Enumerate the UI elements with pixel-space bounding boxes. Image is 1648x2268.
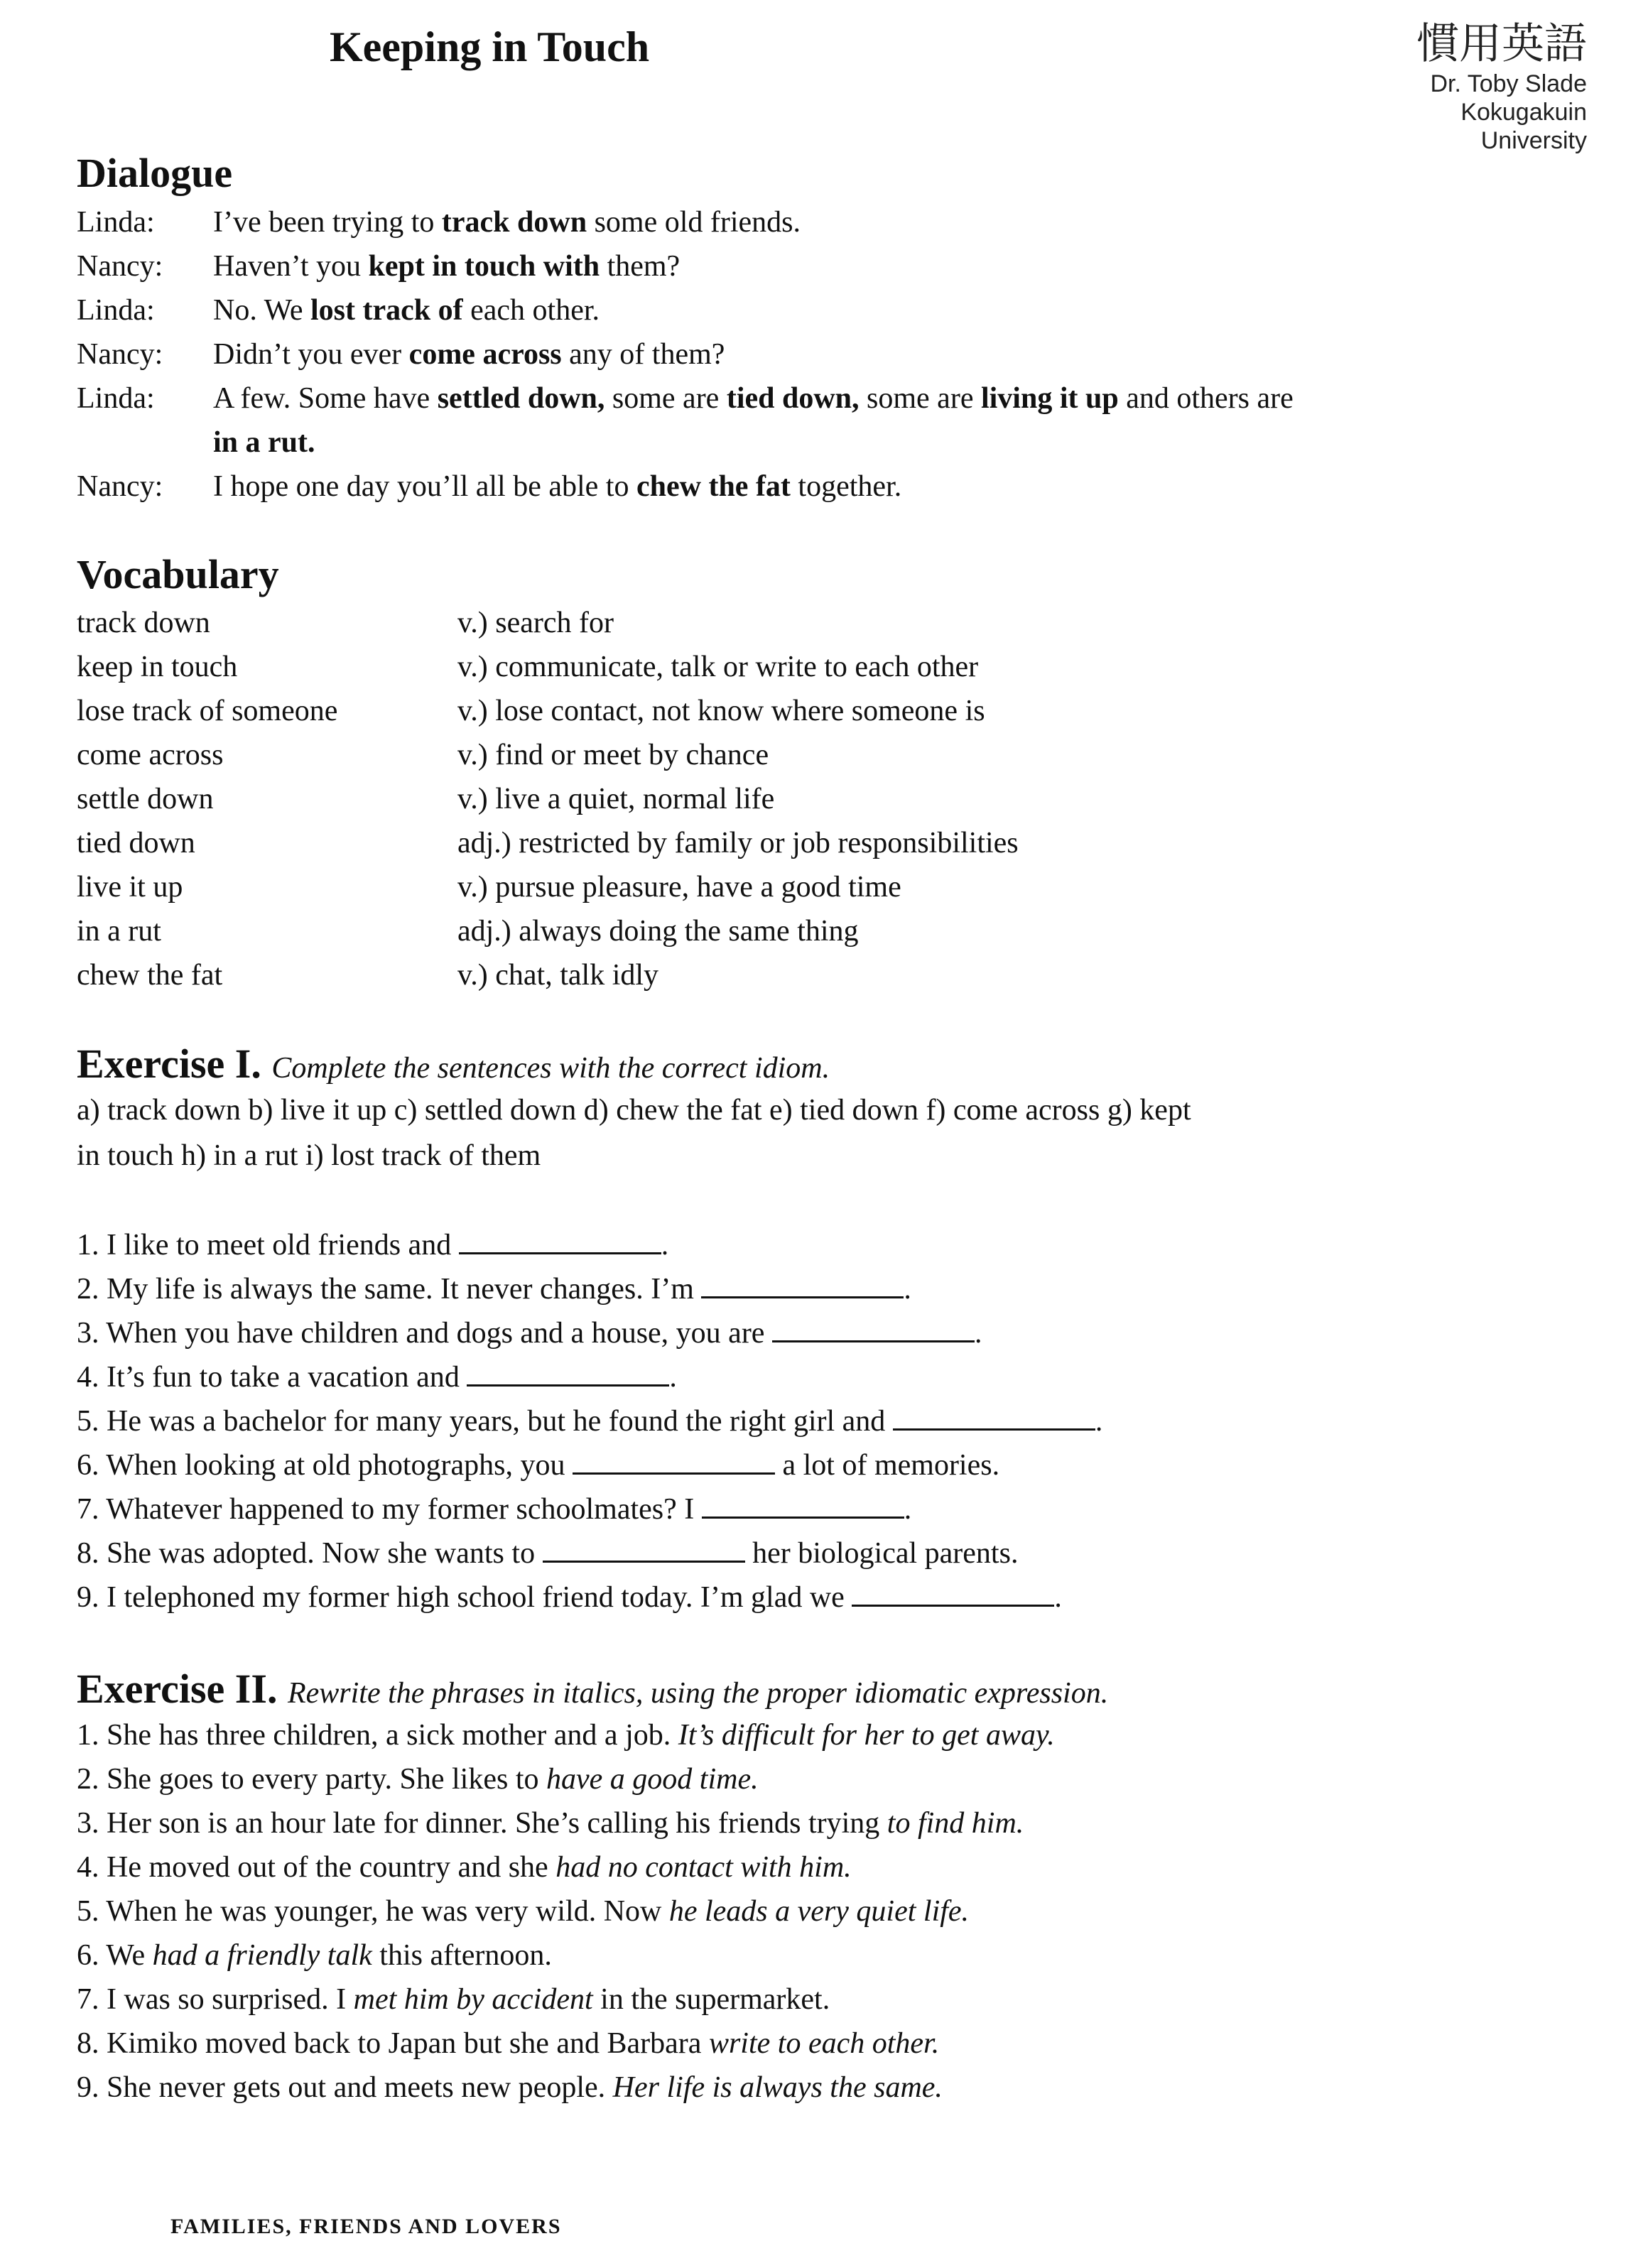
sentence-number: 3. [77, 1807, 99, 1840]
sentence-ending: . [904, 1273, 911, 1306]
sentence-fragment: She goes to every party. She likes to [107, 1763, 546, 1796]
dialogue-line [77, 465, 1597, 509]
sentence-number: 2. [77, 1273, 99, 1306]
speaker-label: Linda: [77, 294, 155, 327]
exercise-2-sentence [77, 2022, 1597, 2066]
idiom-highlight: living it up [980, 382, 1119, 415]
sentence-text: I like to meet old friends and [107, 1229, 459, 1261]
dialogue-fragment: I hope one day you’ll all be able to [213, 470, 636, 503]
dialogue-fragment: them? [600, 250, 681, 283]
idiom-highlight: kept in touch with [368, 250, 600, 283]
dialogue-line [77, 200, 1597, 244]
exercise-2-sentence [77, 1801, 1597, 1845]
author-name: Dr. Toby Slade [1430, 70, 1587, 97]
exercise-1-options-line-2: in touch h) in a rut i) lost track of them [77, 1139, 541, 1172]
exercise-2-sentence [77, 1757, 1597, 1801]
vocabulary-term: lose track of someone [77, 695, 338, 727]
institution-line-2: University [1480, 127, 1587, 154]
sentence-number: 5. [77, 1405, 99, 1438]
sentence-number: 4. [77, 1851, 99, 1884]
exercise-1-sentence [77, 1355, 1597, 1399]
exercise-2-sentence [77, 1713, 1597, 1757]
sentence-number: 7. [77, 1983, 99, 2016]
dialogue-fragment: together. [790, 470, 902, 503]
sentence-fragment: She has three children, a sick mother and a job. [107, 1719, 678, 1752]
sentence-number: 9. [77, 2071, 99, 2104]
sentence-ending: . [661, 1229, 669, 1261]
sentence-ending: . [904, 1493, 912, 1526]
sentence-text: Whatever happened to my former schoolmates? I [106, 1493, 702, 1526]
italic-phrase: had no contact with him. [555, 1851, 852, 1884]
sentence-text: I telephoned my former high school friend today. I’m glad we [107, 1581, 852, 1614]
italic-phrase: It’s difficult for her to get away. [678, 1719, 1055, 1752]
sentence-fragment: in the supermarket. [592, 1983, 830, 2016]
vocabulary-definition: v.) live a quiet, normal life [457, 783, 775, 815]
sentence-fragment: We [106, 1939, 153, 1972]
vocabulary-item [77, 821, 1597, 865]
italic-phrase: have a good time. [546, 1763, 759, 1796]
answer-blank[interactable] [573, 1451, 775, 1475]
vocabulary-definition: v.) chat, talk idly [457, 959, 659, 992]
vocabulary-item [77, 909, 1597, 953]
dialogue-fragment: I’ve been trying to [213, 206, 442, 239]
sentence-text: When looking at old photographs, you [106, 1449, 573, 1482]
sentence-text: It’s fun to take a vacation and [107, 1361, 467, 1394]
author-block [1416, 18, 1587, 155]
exercise-2-sentences [77, 1713, 1597, 2110]
vocabulary-term: settle down [77, 783, 214, 815]
exercise-1-heading [77, 1040, 830, 1087]
sentence-fragment: She never gets out and meets new people. [107, 2071, 613, 2104]
sentence-text: He was a bachelor for many years, but he found the right girl and [107, 1405, 893, 1438]
exercise-2-heading [77, 1665, 1108, 1713]
idiom-highlight: tied down, [726, 382, 860, 415]
dialogue-fragment: each other. [462, 294, 600, 327]
vocabulary-definition: v.) search for [457, 607, 614, 639]
exercise-2-sentence [77, 1977, 1597, 2022]
sentence-ending: . [1095, 1405, 1103, 1438]
sentence-text: She was adopted. Now she wants to [107, 1537, 543, 1570]
exercise-1-sentence [77, 1267, 1597, 1311]
sentence-ending: her biological parents. [744, 1537, 1019, 1570]
vocabulary-term: track down [77, 607, 210, 639]
vocabulary-definition: adj.) always doing the same thing [457, 915, 859, 948]
vocabulary-term: chew the fat [77, 959, 223, 992]
dialogue-line [77, 244, 1597, 288]
answer-blank[interactable] [459, 1231, 661, 1254]
dialogue-fragment: some are [859, 382, 981, 415]
sentence-fragment: this afternoon. [372, 1939, 552, 1972]
dialogue-line [77, 332, 1597, 376]
vocabulary-term: come across [77, 739, 224, 771]
dialogue-text [213, 465, 901, 509]
sentence-ending: . [974, 1317, 982, 1350]
dialogue-text [213, 420, 315, 465]
dialogue-fragment: and others are [1118, 382, 1294, 415]
vocabulary-item [77, 645, 1597, 689]
exercise-1-options-line-1: a) track down b) live it up c) settled down d) chew the fat e) tied down f) come across g) kept [77, 1094, 1191, 1127]
sentence-number: 1. [77, 1229, 99, 1261]
exercise-1-sentences [77, 1223, 1597, 1619]
exercise-1-sentence [77, 1531, 1597, 1575]
sentence-ending: a lot of memories. [775, 1449, 1000, 1482]
idiom-highlight: chew the fat [636, 470, 791, 503]
exercise-1-sentence [77, 1487, 1597, 1531]
vocabulary-definition: v.) find or meet by chance [457, 739, 769, 771]
vocabulary-term: live it up [77, 871, 183, 904]
vocabulary-term: tied down [77, 827, 195, 859]
vocabulary-definition: v.) pursue pleasure, have a good time [457, 871, 901, 904]
answer-blank[interactable] [852, 1583, 1054, 1607]
exercise-1-sentence [77, 1399, 1597, 1443]
vocabulary-term: in a rut [77, 915, 161, 948]
italic-phrase: had a friendly talk [152, 1939, 372, 1972]
speaker-label: Linda: [77, 382, 155, 415]
exercise-2-title: Exercise II. [77, 1666, 278, 1712]
dialogue-text [213, 244, 680, 288]
idiom-highlight: come across [408, 338, 562, 371]
italic-phrase: he leads a very quiet life. [668, 1895, 970, 1928]
sentence-number: 5. [77, 1895, 99, 1928]
sentence-number: 6. [77, 1449, 99, 1482]
dialogue-text [213, 376, 1294, 420]
dialogue-text [213, 288, 600, 332]
exercise-1-instruction: Complete the sentences with the correct idiom. [271, 1052, 830, 1085]
sentence-fragment: He moved out of the country and she [107, 1851, 556, 1884]
answer-blank[interactable] [701, 1275, 904, 1298]
sentence-fragment: I was so surprised. I [107, 1983, 354, 2016]
exercise-2-sentence [77, 1889, 1597, 1933]
speaker-label: Linda: [77, 206, 155, 239]
footer-section-title: FAMILIES, FRIENDS AND LOVERS [170, 2215, 562, 2238]
dialogue-fragment: Haven’t you [213, 250, 369, 283]
sentence-fragment: Her son is an hour late for dinner. She’s calling his friends trying [107, 1807, 887, 1840]
italic-phrase: met him by accident [353, 1983, 593, 2016]
dialogue-fragment: some old friends. [587, 206, 801, 239]
sentence-number: 6. [77, 1939, 99, 1972]
dialogue-fragment: some are [605, 382, 727, 415]
japanese-title: 慣用英語 [1416, 19, 1587, 69]
dialogue-fragment: No. We [213, 294, 310, 327]
exercise-1-title: Exercise I. [77, 1041, 261, 1087]
sentence-number: 8. [77, 2027, 99, 2060]
vocabulary-term: keep in touch [77, 651, 238, 683]
vocabulary-definition: adj.) restricted by family or job responsibilities [457, 827, 1019, 859]
answer-blank[interactable] [543, 1539, 745, 1563]
dialogue-text [213, 332, 725, 376]
vocabulary-item [77, 733, 1597, 777]
sentence-number: 7. [77, 1493, 99, 1526]
vocabulary-item [77, 865, 1597, 909]
speaker-label: Nancy: [77, 338, 163, 371]
idiom-highlight: settled down, [437, 382, 605, 415]
dialogue-line [77, 420, 1597, 465]
idiom-highlight: lost track of [310, 294, 463, 327]
vocabulary-definition: v.) communicate, talk or write to each other [457, 651, 979, 683]
sentence-number: 3. [77, 1317, 99, 1350]
sentence-ending: . [1054, 1581, 1062, 1614]
vocabulary-item [77, 777, 1597, 821]
sentence-number: 4. [77, 1361, 99, 1394]
dialogue-section [77, 200, 1597, 509]
sentence-number: 9. [77, 1581, 99, 1614]
sentence-fragment: Kimiko moved back to Japan but she and Barbara [107, 2027, 709, 2060]
exercise-2-sentence [77, 1933, 1597, 1977]
exercise-2-sentence [77, 2066, 1597, 2110]
exercise-1-sentence [77, 1575, 1597, 1619]
answer-blank[interactable] [702, 1495, 904, 1519]
exercise-2-sentence [77, 1845, 1597, 1889]
vocabulary-definition: v.) lose contact, not know where someone is [457, 695, 985, 727]
italic-phrase: write to each other. [708, 2027, 940, 2060]
italic-phrase: Her life is always the same. [612, 2071, 943, 2104]
answer-blank[interactable] [893, 1407, 1095, 1431]
dialogue-fragment: A few. Some have [213, 382, 438, 415]
speaker-label: Nancy: [77, 250, 163, 283]
exercise-1-sentence [77, 1223, 1597, 1267]
sentence-fragment: When he was younger, he was very wild. Now [106, 1895, 669, 1928]
vocabulary-item [77, 601, 1597, 645]
vocabulary-heading: Vocabulary [77, 551, 279, 597]
vocabulary-item [77, 953, 1597, 997]
idiom-highlight: in a rut. [213, 426, 315, 459]
exercise-2-instruction: Rewrite the phrases in italics, using the proper idiomatic expression. [287, 1677, 1109, 1710]
vocabulary-list [77, 601, 1597, 997]
sentence-number: 1. [77, 1719, 99, 1752]
exercise-1-sentence [77, 1443, 1597, 1487]
speaker-label: Nancy: [77, 470, 163, 503]
sentence-text: When you have children and dogs and a house, you are [106, 1317, 772, 1350]
page-title: Keeping in Touch [330, 23, 650, 70]
answer-blank[interactable] [772, 1319, 975, 1342]
sentence-ending: . [669, 1361, 677, 1394]
dialogue-line [77, 376, 1597, 420]
institution-line-1: Kokugakuin [1460, 99, 1587, 126]
vocabulary-item [77, 689, 1597, 733]
sentence-text: My life is always the same. It never changes. I’m [107, 1273, 702, 1306]
idiom-highlight: track down [441, 206, 587, 239]
dialogue-text [213, 200, 801, 244]
dialogue-heading: Dialogue [77, 150, 233, 196]
exercise-1-sentence [77, 1311, 1597, 1355]
dialogue-fragment: Didn’t you ever [213, 338, 409, 371]
sentence-number: 2. [77, 1763, 99, 1796]
sentence-number: 8. [77, 1537, 99, 1570]
dialogue-fragment: any of them? [561, 338, 725, 371]
dialogue-line [77, 288, 1597, 332]
italic-phrase: to find him. [887, 1807, 1024, 1840]
answer-blank[interactable] [467, 1363, 669, 1387]
